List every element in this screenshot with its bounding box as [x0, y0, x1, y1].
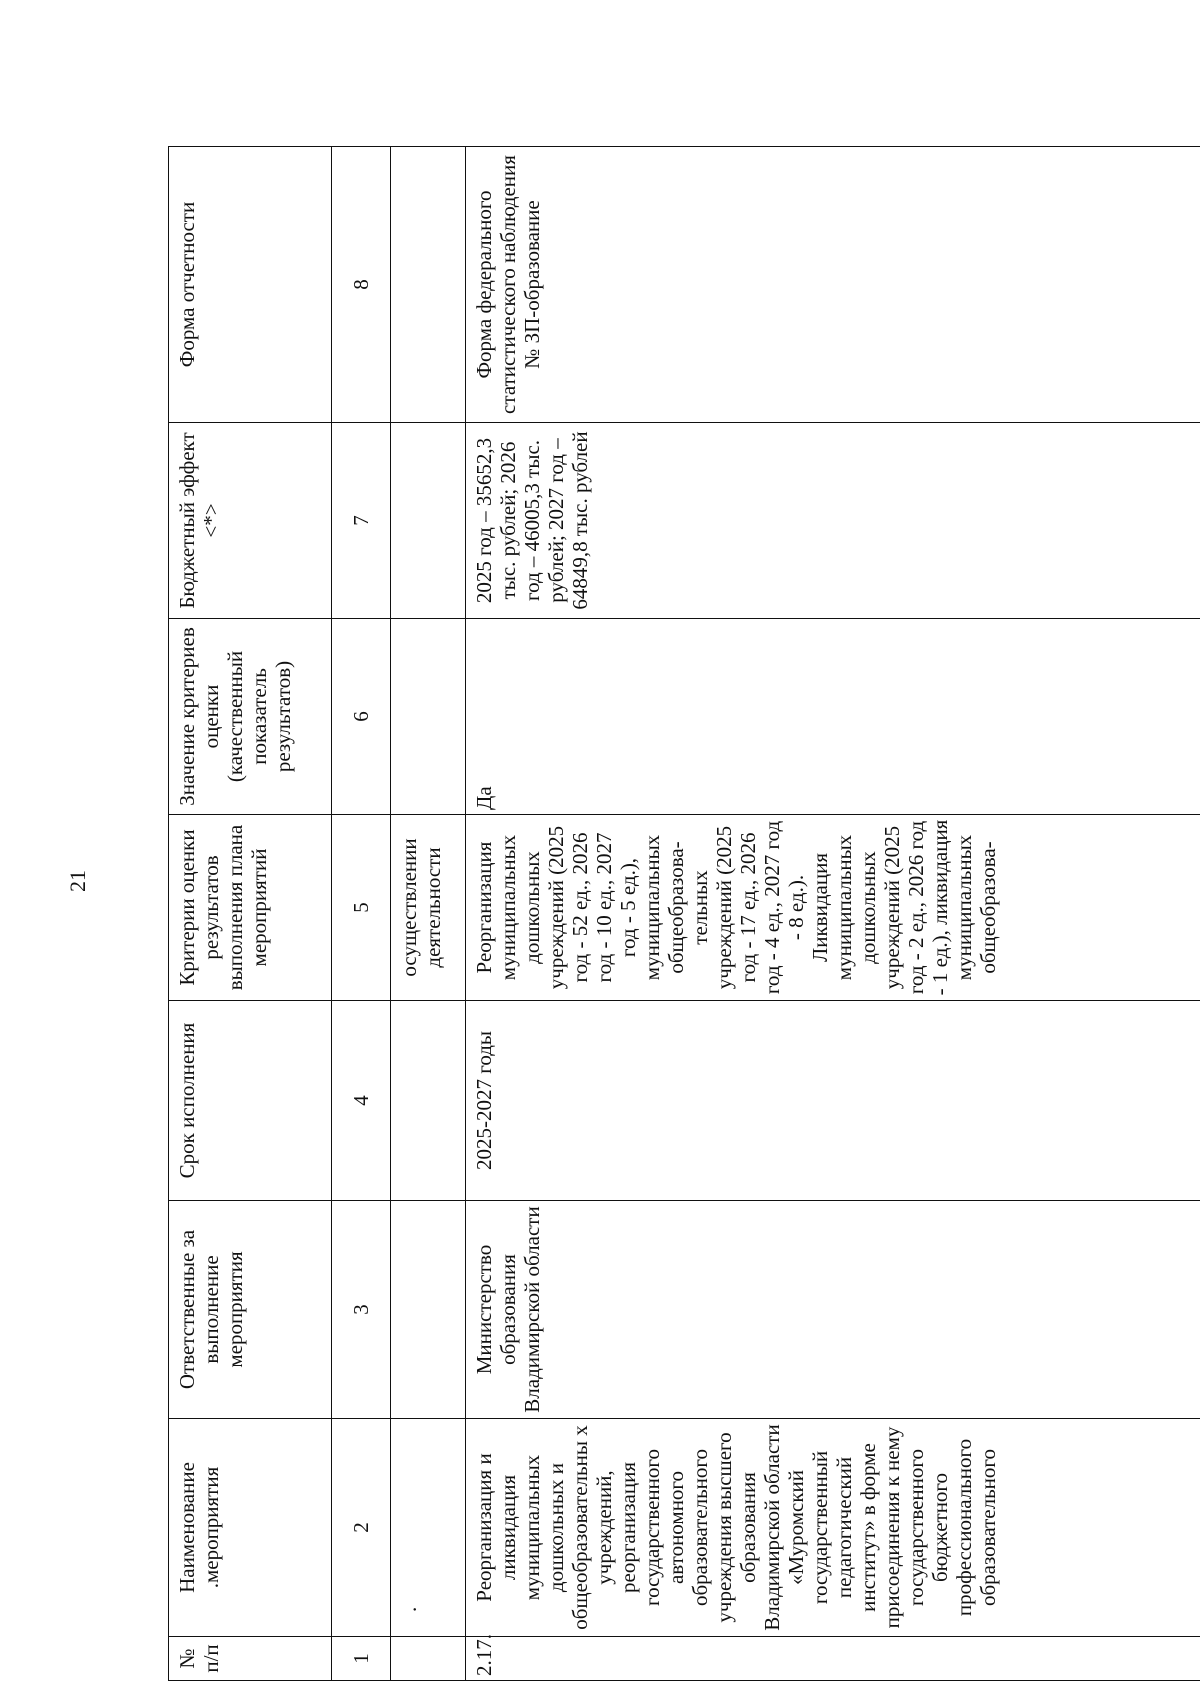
column-number: 3 — [332, 1201, 391, 1419]
header-budget: Бюджетный эффект <*> — [169, 423, 332, 619]
row-responsible: Министерство образования Владимирской области — [466, 1201, 1200, 1419]
header-row — [169, 147, 332, 1681]
cont-num — [391, 1637, 466, 1681]
cont-name — [391, 1419, 466, 1637]
measures-table — [168, 146, 1200, 1681]
row-report: Форма федерального статистического наблюдения № ЗП-образование — [466, 147, 1200, 423]
header-responsible: Ответственные за выполнение мероприятия — [169, 1201, 332, 1419]
row-budget: 2025 год – 35652,3 тыс. рублей; 2026 год – 46005,3 тыс. рублей; 2027 год – 64849,8 тыс. рублей — [466, 423, 1200, 619]
cont-report — [391, 147, 466, 423]
continuation-row — [391, 147, 466, 1681]
cont-criteria: осуществлении деятельности — [391, 815, 466, 1001]
header-num: № п/п — [169, 1637, 332, 1681]
header-criteria: Критерии оценки результатов выполнения плана мероприятий — [169, 815, 332, 1001]
column-number: 2 — [332, 1419, 391, 1637]
header-deadline: Срок исполнения — [169, 1001, 332, 1201]
cont-deadline — [391, 1001, 466, 1201]
row-value: Да — [466, 619, 1200, 815]
row-num: 2.17. — [466, 1637, 1200, 1681]
row-name: Реорганизация и ликвидация муниципальных дошкольных и общеобразовательны х учреждений, реорганизация государственного автономного образовательного учреждения высшего образования Владимирской области «Муромский государственный педагогический институт» в форме присоединения к нему государственного бюджетного профессионального образовательного — [466, 1419, 1200, 1637]
cont-value — [391, 619, 466, 815]
row-deadline: 2025-2027 годы — [466, 1001, 1200, 1201]
row-criteria: Реорганизация муниципальных дошкольных учреждений (2025 год - 52 ед., 2026 год - 10 ед., 2027 год - 5 ед.), муниципальных общеобразова-тельных учреждений (2025 год - 17 ед., 2026 год - 4 ед., 2027 год - 8 ед.). Ликвидация муниципальных дошкольных учреждений (2025 год - 2 ед., 2026 год - 1 ед.), ликвидация муниципальных общеобразова- — [466, 815, 1200, 1001]
table-row — [466, 147, 1200, 1681]
column-number: 1 — [332, 1637, 391, 1681]
column-number: 4 — [332, 1001, 391, 1201]
header-value: Значение критериев оценки (качественный показатель результатов) — [169, 619, 332, 815]
table-container — [168, 147, 1200, 1681]
header-name: Наименование .мероприятия — [169, 1419, 332, 1637]
column-number-row — [332, 147, 391, 1681]
column-number: 5 — [332, 815, 391, 1001]
header-report: Форма отчетности — [169, 147, 332, 423]
stray-mark: . — [397, 1606, 421, 1612]
cont-budget — [391, 423, 466, 619]
column-number: 8 — [332, 147, 391, 423]
page-number: 21 — [65, 870, 90, 892]
column-number: 6 — [332, 619, 391, 815]
cont-responsible — [391, 1201, 466, 1419]
column-number: 7 — [332, 423, 391, 619]
